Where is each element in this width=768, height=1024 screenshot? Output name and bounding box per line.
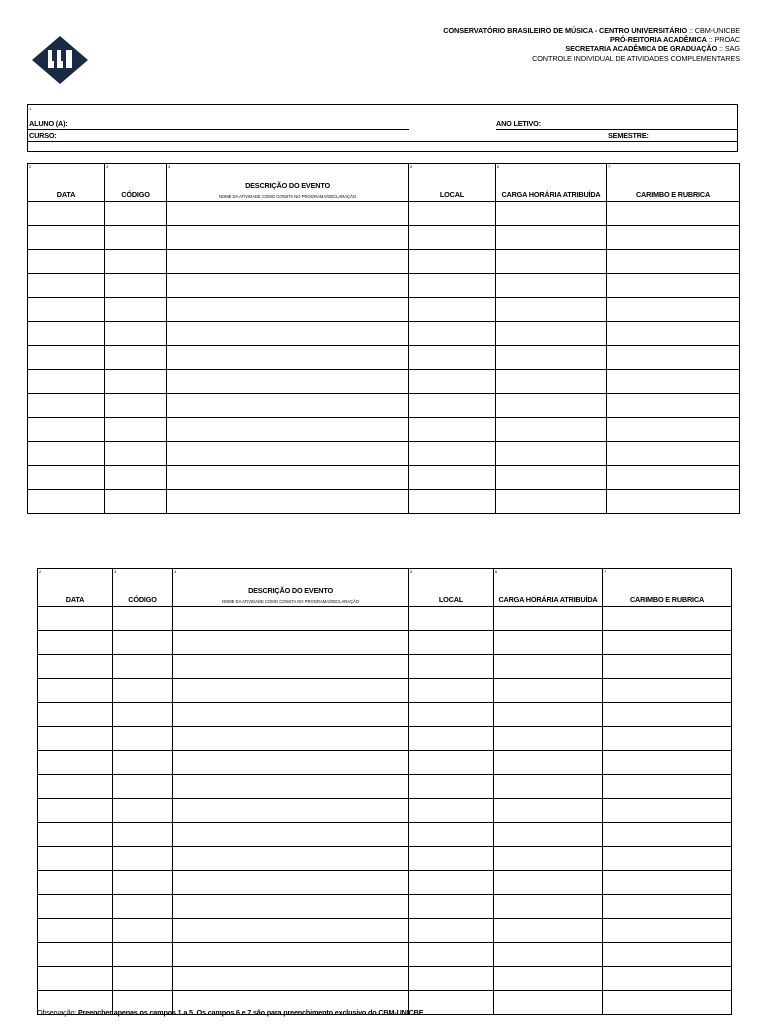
cell-local[interactable] xyxy=(409,943,494,967)
header-secretaria: SECRETARIA ACADÊMICA DE GRADUAÇÃO xyxy=(565,44,718,54)
cell-local[interactable] xyxy=(409,274,496,298)
table-row xyxy=(38,775,732,799)
table-row xyxy=(38,631,732,655)
header-institution-code: :: CBM-UNICBE xyxy=(687,26,740,35)
cell-carimbo[interactable] xyxy=(607,322,740,346)
cell-data[interactable] xyxy=(28,442,105,466)
cell-codigo[interactable] xyxy=(105,442,167,466)
cell-carga[interactable] xyxy=(494,895,603,919)
cell-local[interactable] xyxy=(409,727,494,751)
cell-carga[interactable] xyxy=(494,655,603,679)
aluno-field[interactable] xyxy=(28,129,409,130)
semestre-label: SEMESTRE: xyxy=(608,131,649,140)
cell-data[interactable] xyxy=(38,775,113,799)
cell-data[interactable] xyxy=(38,679,113,703)
cell-codigo[interactable] xyxy=(113,919,173,943)
table-row xyxy=(38,919,732,943)
table-row xyxy=(28,466,740,490)
cell-descricao[interactable] xyxy=(167,250,409,274)
table-row xyxy=(38,607,732,631)
cell-carimbo[interactable] xyxy=(603,607,732,631)
institution-logo xyxy=(32,36,88,84)
table-row xyxy=(28,418,740,442)
cell-local[interactable] xyxy=(409,466,496,490)
cell-carga[interactable] xyxy=(494,607,603,631)
cell-data[interactable] xyxy=(38,727,113,751)
cell-carga[interactable] xyxy=(496,490,607,514)
cell-data[interactable] xyxy=(38,871,113,895)
cell-carimbo[interactable] xyxy=(603,847,732,871)
cell-data[interactable] xyxy=(38,631,113,655)
cell-data[interactable] xyxy=(38,799,113,823)
cell-data[interactable] xyxy=(38,967,113,991)
cell-descricao[interactable] xyxy=(173,703,409,727)
cell-codigo[interactable] xyxy=(113,967,173,991)
cell-carimbo[interactable] xyxy=(607,202,740,226)
cell-codigo[interactable] xyxy=(113,799,173,823)
table-row xyxy=(28,274,740,298)
cell-codigo[interactable] xyxy=(113,631,173,655)
table-row xyxy=(38,823,732,847)
cell-carimbo[interactable] xyxy=(603,943,732,967)
ano-letivo-label: ANO LETIVO: xyxy=(496,119,541,128)
cell-carga[interactable] xyxy=(494,823,603,847)
cell-codigo[interactable] xyxy=(105,274,167,298)
curso-field[interactable] xyxy=(28,141,738,142)
cell-descricao[interactable] xyxy=(167,490,409,514)
cell-carga[interactable] xyxy=(496,394,607,418)
table-row xyxy=(28,226,740,250)
table-row xyxy=(38,751,732,775)
cell-local[interactable] xyxy=(409,298,496,322)
cell-local[interactable] xyxy=(409,226,496,250)
col-codigo: 3 CÓDIGO xyxy=(105,164,167,202)
cell-local[interactable] xyxy=(409,418,496,442)
cell-data[interactable] xyxy=(38,823,113,847)
cell-carimbo[interactable] xyxy=(603,727,732,751)
cell-data[interactable] xyxy=(28,250,105,274)
cell-data[interactable] xyxy=(38,847,113,871)
cell-descricao[interactable] xyxy=(167,322,409,346)
cell-carga[interactable] xyxy=(494,751,603,775)
cell-local[interactable] xyxy=(409,655,494,679)
col-codigo: 3 CÓDIGO xyxy=(113,569,173,607)
cell-descricao[interactable] xyxy=(167,442,409,466)
col-carga: 6 CARGA HORÁRIA ATRIBUÍDA xyxy=(494,569,603,607)
cell-local[interactable] xyxy=(409,775,494,799)
cell-carga[interactable] xyxy=(494,631,603,655)
cell-local[interactable] xyxy=(409,871,494,895)
col-carimbo: 7 CARIMBO E RUBRICA xyxy=(607,164,740,202)
cell-codigo[interactable] xyxy=(113,895,173,919)
cell-carimbo[interactable] xyxy=(607,298,740,322)
cell-local[interactable] xyxy=(409,823,494,847)
observation-text: Preencher apenas os campos 1 a 5. Os campos 6 e 7 são para preenchimento exclusivo do CBM-UNICBE. xyxy=(78,1008,426,1017)
cell-descricao[interactable] xyxy=(173,775,409,799)
cell-data[interactable] xyxy=(28,202,105,226)
table-row xyxy=(38,967,732,991)
cell-codigo[interactable] xyxy=(105,346,167,370)
observation-label: Observação: xyxy=(37,1008,78,1017)
cell-descricao[interactable] xyxy=(167,346,409,370)
cell-data[interactable] xyxy=(28,346,105,370)
table-row xyxy=(28,346,740,370)
cell-descricao[interactable] xyxy=(173,895,409,919)
cell-data[interactable] xyxy=(38,751,113,775)
cell-carimbo[interactable] xyxy=(607,226,740,250)
cell-carimbo[interactable] xyxy=(603,895,732,919)
cell-carga[interactable] xyxy=(496,466,607,490)
table-row xyxy=(28,442,740,466)
col-local: 5 LOCAL xyxy=(409,164,496,202)
cell-carga[interactable] xyxy=(496,226,607,250)
cell-data[interactable] xyxy=(28,370,105,394)
cell-descricao[interactable] xyxy=(167,394,409,418)
cell-local[interactable] xyxy=(409,250,496,274)
cell-carga[interactable] xyxy=(496,442,607,466)
cell-local[interactable] xyxy=(409,895,494,919)
table-row xyxy=(38,679,732,703)
cell-data[interactable] xyxy=(28,298,105,322)
cell-carga[interactable] xyxy=(496,370,607,394)
cell-data[interactable] xyxy=(28,418,105,442)
cell-carga[interactable] xyxy=(494,847,603,871)
cell-carimbo[interactable] xyxy=(603,799,732,823)
cell-local[interactable] xyxy=(409,607,494,631)
col-data: 2 DATA xyxy=(28,164,105,202)
cell-carga[interactable] xyxy=(494,727,603,751)
cell-codigo[interactable] xyxy=(105,322,167,346)
cell-carimbo[interactable] xyxy=(607,274,740,298)
cell-descricao[interactable] xyxy=(167,202,409,226)
cell-carga[interactable] xyxy=(494,943,603,967)
col-descricao: 4 DESCRIÇÃO DO EVENTO NOME DA ATIVIDADE COMO CONSTA NO PROGRAMA/DECLARAÇÃO xyxy=(173,569,409,607)
cell-carimbo[interactable] xyxy=(607,250,740,274)
cell-codigo[interactable] xyxy=(113,679,173,703)
cell-descricao[interactable] xyxy=(167,466,409,490)
cell-local[interactable] xyxy=(409,799,494,823)
cell-codigo[interactable] xyxy=(105,490,167,514)
student-info-box xyxy=(27,104,738,152)
cell-descricao[interactable] xyxy=(167,370,409,394)
cell-local[interactable] xyxy=(409,490,496,514)
cell-carga[interactable] xyxy=(494,775,603,799)
table-row xyxy=(38,727,732,751)
cell-local[interactable] xyxy=(409,394,496,418)
cell-data[interactable] xyxy=(38,655,113,679)
cell-carga[interactable] xyxy=(496,274,607,298)
cell-carimbo[interactable] xyxy=(607,442,740,466)
cell-descricao[interactable] xyxy=(167,226,409,250)
cell-codigo[interactable] xyxy=(105,250,167,274)
cell-descricao[interactable] xyxy=(173,871,409,895)
cell-descricao[interactable] xyxy=(167,298,409,322)
aluno-label: ALUNO (A): xyxy=(29,119,68,128)
cell-carimbo[interactable] xyxy=(607,418,740,442)
col-data: 2 DATA xyxy=(38,569,113,607)
cell-data[interactable] xyxy=(38,919,113,943)
cell-carga[interactable] xyxy=(496,250,607,274)
cell-descricao[interactable] xyxy=(173,967,409,991)
cell-descricao[interactable] xyxy=(173,655,409,679)
cell-carimbo[interactable] xyxy=(603,967,732,991)
institution-header xyxy=(443,26,740,63)
cell-codigo[interactable] xyxy=(113,775,173,799)
cell-carga[interactable] xyxy=(496,346,607,370)
table-header-row xyxy=(28,164,740,202)
form-title: CONTROLE INDIVIDUAL DE ATIVIDADES COMPLEMENTARES xyxy=(532,53,740,63)
table-row xyxy=(38,847,732,871)
cell-local[interactable] xyxy=(409,370,496,394)
cell-carimbo[interactable] xyxy=(607,394,740,418)
cell-carimbo[interactable] xyxy=(603,823,732,847)
cell-carimbo[interactable] xyxy=(607,346,740,370)
cell-data[interactable] xyxy=(28,466,105,490)
table-row xyxy=(28,322,740,346)
cell-codigo[interactable] xyxy=(105,202,167,226)
cell-local[interactable] xyxy=(409,442,496,466)
cell-carimbo[interactable] xyxy=(607,370,740,394)
table-row xyxy=(38,871,732,895)
cell-carimbo[interactable] xyxy=(607,490,740,514)
table-row xyxy=(28,394,740,418)
cell-carimbo[interactable] xyxy=(603,703,732,727)
cell-codigo[interactable] xyxy=(113,655,173,679)
cell-descricao[interactable] xyxy=(167,274,409,298)
cell-local[interactable] xyxy=(409,847,494,871)
cell-codigo[interactable] xyxy=(105,226,167,250)
table-row xyxy=(28,298,740,322)
cell-descricao[interactable] xyxy=(173,607,409,631)
cell-data[interactable] xyxy=(28,274,105,298)
cell-local[interactable] xyxy=(409,919,494,943)
table-body xyxy=(38,607,732,1015)
cell-codigo[interactable] xyxy=(105,418,167,442)
cell-descricao[interactable] xyxy=(173,631,409,655)
cell-local[interactable] xyxy=(409,346,496,370)
cell-carimbo[interactable] xyxy=(603,775,732,799)
cell-data[interactable] xyxy=(38,895,113,919)
curso-label: CURSO: xyxy=(29,131,57,140)
table-header-row xyxy=(38,569,732,607)
col-local: 5 LOCAL xyxy=(409,569,494,607)
cell-data[interactable] xyxy=(38,703,113,727)
table-row xyxy=(28,250,740,274)
table-row xyxy=(38,655,732,679)
cell-data[interactable] xyxy=(28,322,105,346)
cell-codigo[interactable] xyxy=(113,607,173,631)
cell-local[interactable] xyxy=(409,679,494,703)
cell-carimbo[interactable] xyxy=(603,919,732,943)
cell-carga[interactable] xyxy=(496,298,607,322)
cell-codigo[interactable] xyxy=(105,298,167,322)
cell-data[interactable] xyxy=(28,490,105,514)
table-body xyxy=(28,202,740,514)
cell-carga[interactable] xyxy=(494,871,603,895)
table-row xyxy=(28,490,740,514)
cell-descricao[interactable] xyxy=(167,418,409,442)
cell-local[interactable] xyxy=(409,631,494,655)
cell-carga[interactable] xyxy=(494,991,603,1015)
cell-carga[interactable] xyxy=(494,703,603,727)
observation-note xyxy=(37,1008,425,1017)
table-row xyxy=(38,895,732,919)
cell-codigo[interactable] xyxy=(113,751,173,775)
cell-carimbo[interactable] xyxy=(603,751,732,775)
cell-local[interactable] xyxy=(409,322,496,346)
col-carimbo: 7 CARIMBO E RUBRICA xyxy=(603,569,732,607)
cell-carimbo[interactable] xyxy=(603,631,732,655)
cell-carga[interactable] xyxy=(494,967,603,991)
table-row xyxy=(38,943,732,967)
cell-carimbo[interactable] xyxy=(607,466,740,490)
cell-carimbo[interactable] xyxy=(603,871,732,895)
cell-data[interactable] xyxy=(28,226,105,250)
cell-codigo[interactable] xyxy=(113,823,173,847)
cell-data[interactable] xyxy=(38,607,113,631)
cell-descricao[interactable] xyxy=(173,823,409,847)
header-institution: CONSERVATÓRIO BRASILEIRO DE MÚSICA - CENTRO UNIVERSITÁRIO xyxy=(443,26,688,35)
table-row xyxy=(38,703,732,727)
cell-carga[interactable] xyxy=(496,202,607,226)
cell-data[interactable] xyxy=(28,394,105,418)
cell-local[interactable] xyxy=(409,967,494,991)
ano-letivo-field[interactable] xyxy=(496,129,738,130)
activities-table-1 xyxy=(27,163,740,514)
cell-codigo[interactable] xyxy=(105,394,167,418)
cell-descricao[interactable] xyxy=(173,799,409,823)
col-descricao: 4 DESCRIÇÃO DO EVENTO NOME DA ATIVIDADE COMO CONSTA NO PROGRAMA/DECLARAÇÃO xyxy=(167,164,409,202)
field-number: 1 xyxy=(29,106,32,111)
cell-carga[interactable] xyxy=(494,799,603,823)
cell-local[interactable] xyxy=(409,202,496,226)
table-row xyxy=(28,202,740,226)
table-row xyxy=(28,370,740,394)
cell-descricao[interactable] xyxy=(173,751,409,775)
cell-codigo[interactable] xyxy=(113,871,173,895)
table-row xyxy=(38,799,732,823)
cell-codigo[interactable] xyxy=(113,847,173,871)
activities-table-2 xyxy=(37,568,732,1015)
col-carga: 6 CARGA HORÁRIA ATRIBUÍDA xyxy=(496,164,607,202)
cell-carimbo[interactable] xyxy=(603,679,732,703)
cell-carga[interactable] xyxy=(496,322,607,346)
header-secretaria-code: :: SAG xyxy=(717,44,740,54)
header-proreitoria: PRÓ-REITORIA ACADÊMICA xyxy=(609,35,707,45)
cell-local[interactable] xyxy=(409,751,494,775)
cell-carimbo[interactable] xyxy=(603,991,732,1015)
cell-data[interactable] xyxy=(38,943,113,967)
cell-carga[interactable] xyxy=(494,919,603,943)
cell-codigo[interactable] xyxy=(105,466,167,490)
cell-codigo[interactable] xyxy=(113,727,173,751)
cell-codigo[interactable] xyxy=(105,370,167,394)
cell-descricao[interactable] xyxy=(173,943,409,967)
cell-descricao[interactable] xyxy=(173,679,409,703)
cell-codigo[interactable] xyxy=(113,703,173,727)
cell-descricao[interactable] xyxy=(173,847,409,871)
cell-carimbo[interactable] xyxy=(603,655,732,679)
cell-codigo[interactable] xyxy=(113,943,173,967)
cell-carga[interactable] xyxy=(496,418,607,442)
cell-descricao[interactable] xyxy=(173,727,409,751)
cell-local[interactable] xyxy=(409,703,494,727)
cell-descricao[interactable] xyxy=(173,919,409,943)
cell-carga[interactable] xyxy=(494,679,603,703)
header-proreitoria-code: :: PROAC xyxy=(706,35,740,45)
